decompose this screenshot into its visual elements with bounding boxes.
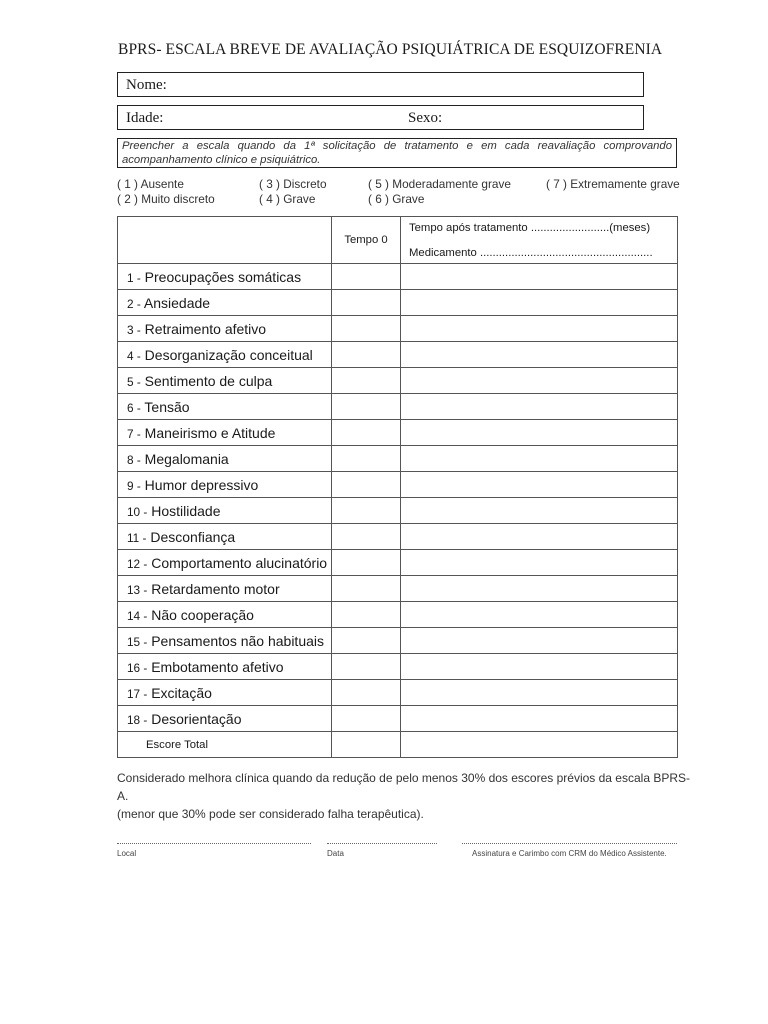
item-label: Retraimento afetivo [144, 320, 267, 337]
item-number: 8 - [127, 452, 141, 467]
item-label: Desconfiança [150, 528, 236, 545]
item-label: Retardamento motor [151, 580, 280, 597]
tempo0-score-cell[interactable] [332, 290, 401, 316]
item-number: 6 - [127, 400, 141, 415]
item-number: 9 - [127, 478, 141, 493]
followup-score-cell[interactable] [401, 524, 678, 550]
tempo0-score-cell[interactable] [332, 368, 401, 394]
instructions-line-2: acompanhamento clínico e psiquiátrico. [122, 153, 321, 166]
item-number: 14 - [127, 608, 148, 623]
item-label-cell [118, 680, 332, 706]
tempo0-score-cell[interactable] [332, 498, 401, 524]
table-row [118, 316, 678, 342]
item-label: Pensamentos não habituais [151, 632, 325, 649]
treatment-header [401, 217, 678, 264]
table-row [118, 706, 678, 732]
local-label: Local [117, 849, 137, 858]
tempo0-score-cell[interactable] [332, 316, 401, 342]
item-number: 11 - [127, 530, 147, 545]
legend-4: ( 4 ) Grave [259, 192, 316, 206]
tempo0-score-cell[interactable] [332, 342, 401, 368]
item-label: Comportamento alucinatório [151, 554, 328, 571]
tempo0-score-cell[interactable] [332, 576, 401, 602]
item-number: 17 - [127, 686, 148, 701]
tempo-apos-label: Tempo após tratamento .........................(meses) [409, 222, 651, 234]
item-number: 12 - [127, 556, 148, 571]
followup-score-cell[interactable] [401, 290, 678, 316]
tempo0-score-cell[interactable] [332, 524, 401, 550]
item-number: 2 - [127, 296, 141, 311]
followup-score-cell[interactable] [401, 550, 678, 576]
item-label: Tensão [144, 398, 190, 415]
table-row [118, 654, 678, 680]
followup-score-cell[interactable] [401, 680, 678, 706]
name-field[interactable] [117, 72, 644, 97]
followup-score-cell[interactable] [401, 498, 678, 524]
tempo0-score-cell[interactable] [332, 706, 401, 732]
legend-6: ( 6 ) Grave [368, 192, 425, 206]
table-row [118, 576, 678, 602]
doctor-signature-line[interactable] [462, 843, 677, 844]
item-label-cell [118, 498, 332, 524]
followup-score-cell[interactable] [401, 420, 678, 446]
tempo0-score-cell[interactable] [332, 602, 401, 628]
tempo0-score-cell[interactable] [332, 420, 401, 446]
item-number: 3 - [127, 322, 141, 337]
item-label-cell [118, 576, 332, 602]
item-number: 4 - [127, 348, 141, 363]
item-label-cell [118, 446, 332, 472]
medicamento-label: Medicamento ....................................................... [409, 247, 653, 259]
item-label-cell [118, 264, 332, 290]
item-number: 1 - [127, 270, 141, 285]
item-label: Humor depressivo [144, 476, 259, 493]
bprs-table [117, 216, 678, 758]
item-number: 5 - [127, 374, 141, 389]
age-label: Idade: [126, 110, 164, 126]
followup-score-cell[interactable] [401, 342, 678, 368]
table-row [118, 472, 678, 498]
item-label: Ansiedade [143, 294, 211, 311]
footnote-line-2: (menor que 30% pode ser considerado falha terapêutica). [117, 807, 424, 821]
item-label-cell [118, 472, 332, 498]
table-row [118, 524, 678, 550]
legend-3: ( 3 ) Discreto [259, 177, 327, 191]
table-row [118, 420, 678, 446]
table-header-row [118, 217, 678, 264]
footnote-line-1: Considerado melhora clínica quando da redução de pelo menos 30% dos escores prévios da escala BPRS-A. [117, 771, 691, 803]
followup-score-cell[interactable] [401, 394, 678, 420]
total-row [118, 732, 678, 758]
table-row [118, 602, 678, 628]
item-label: Desorientação [151, 710, 242, 727]
tempo0-total-cell[interactable] [332, 732, 401, 758]
item-label: Excitação [151, 684, 212, 701]
age-sex-field[interactable] [117, 105, 644, 130]
item-label-cell [118, 706, 332, 732]
table-row [118, 446, 678, 472]
tempo0-score-cell[interactable] [332, 472, 401, 498]
item-label-cell [118, 394, 332, 420]
signature-label: Assinatura e Carimbo com CRM do Médico Assistente. [472, 849, 667, 858]
table-row [118, 290, 678, 316]
followup-score-cell[interactable] [401, 628, 678, 654]
item-number: 7 - [127, 426, 141, 441]
item-label: Não cooperação [151, 606, 254, 623]
item-number: 18 - [127, 712, 148, 727]
item-label-cell [118, 368, 332, 394]
name-label: Nome: [126, 77, 167, 93]
followup-score-cell[interactable] [401, 264, 678, 290]
item-label-cell [118, 342, 332, 368]
item-number: 15 - [127, 634, 148, 649]
tempo0-score-cell[interactable] [332, 680, 401, 706]
instructions-line-1: Preencher a escala quando da 1ª solicitação de tratamento e em cada reavaliação comprovando [122, 140, 672, 152]
table-row [118, 550, 678, 576]
table-row [118, 342, 678, 368]
tempo0-score-cell[interactable] [332, 550, 401, 576]
table-row [118, 368, 678, 394]
item-label-cell [118, 524, 332, 550]
followup-score-cell[interactable] [401, 602, 678, 628]
item-label: Preocupações somáticas [144, 268, 302, 285]
table-row [118, 680, 678, 706]
tempo0-score-cell[interactable] [332, 628, 401, 654]
item-label: Embotamento afetivo [151, 658, 284, 675]
local-signature-line[interactable] [117, 843, 311, 844]
legend-7: ( 7 ) Extremamente grave [546, 177, 680, 191]
instructions-box [117, 138, 677, 168]
item-label-cell [118, 550, 332, 576]
page-title: BPRS- ESCALA BREVE DE AVALIAÇÃO PSIQUIÁTRICA DE ESQUIZOFRENIA [118, 41, 663, 58]
table-row [118, 264, 678, 290]
item-label: Hostilidade [151, 502, 221, 519]
followup-total-cell[interactable] [401, 732, 678, 758]
item-label-cell [118, 654, 332, 680]
legend-5: ( 5 ) Moderadamente grave [368, 177, 511, 191]
item-label-cell [118, 290, 332, 316]
item-number: 13 - [127, 582, 148, 597]
followup-score-cell[interactable] [401, 368, 678, 394]
followup-score-cell[interactable] [401, 472, 678, 498]
item-label: Desorganização conceitual [144, 346, 313, 363]
item-number: 16 - [127, 660, 148, 675]
table-row [118, 498, 678, 524]
tempo0-score-cell[interactable] [332, 264, 401, 290]
date-label: Data [327, 849, 344, 858]
item-label: Sentimento de culpa [144, 372, 273, 389]
item-label-cell [118, 628, 332, 654]
followup-score-cell[interactable] [401, 654, 678, 680]
legend-1: ( 1 ) Ausente [117, 177, 184, 191]
tempo0-score-cell[interactable] [332, 446, 401, 472]
tempo0-score-cell[interactable] [332, 394, 401, 420]
footnote [117, 769, 697, 823]
total-label: Escore Total [118, 732, 332, 758]
followup-score-cell[interactable] [401, 576, 678, 602]
table-row [118, 394, 678, 420]
followup-score-cell[interactable] [401, 706, 678, 732]
item-label: Megalomania [144, 450, 229, 467]
legend-2: ( 2 ) Muito discreto [117, 192, 215, 206]
sex-label: Sexo: [408, 110, 443, 126]
item-label-cell [118, 420, 332, 446]
item-number: 10 - [127, 504, 148, 519]
item-label: Maneirismo e Atitude [144, 424, 276, 441]
header-blank-cell [118, 217, 332, 264]
item-label-cell [118, 602, 332, 628]
table-row [118, 628, 678, 654]
date-signature-line[interactable] [327, 843, 437, 844]
item-label-cell [118, 316, 332, 342]
tempo0-score-cell[interactable] [332, 654, 401, 680]
followup-score-cell[interactable] [401, 446, 678, 472]
tempo0-header: Tempo 0 [332, 217, 401, 264]
followup-score-cell[interactable] [401, 316, 678, 342]
